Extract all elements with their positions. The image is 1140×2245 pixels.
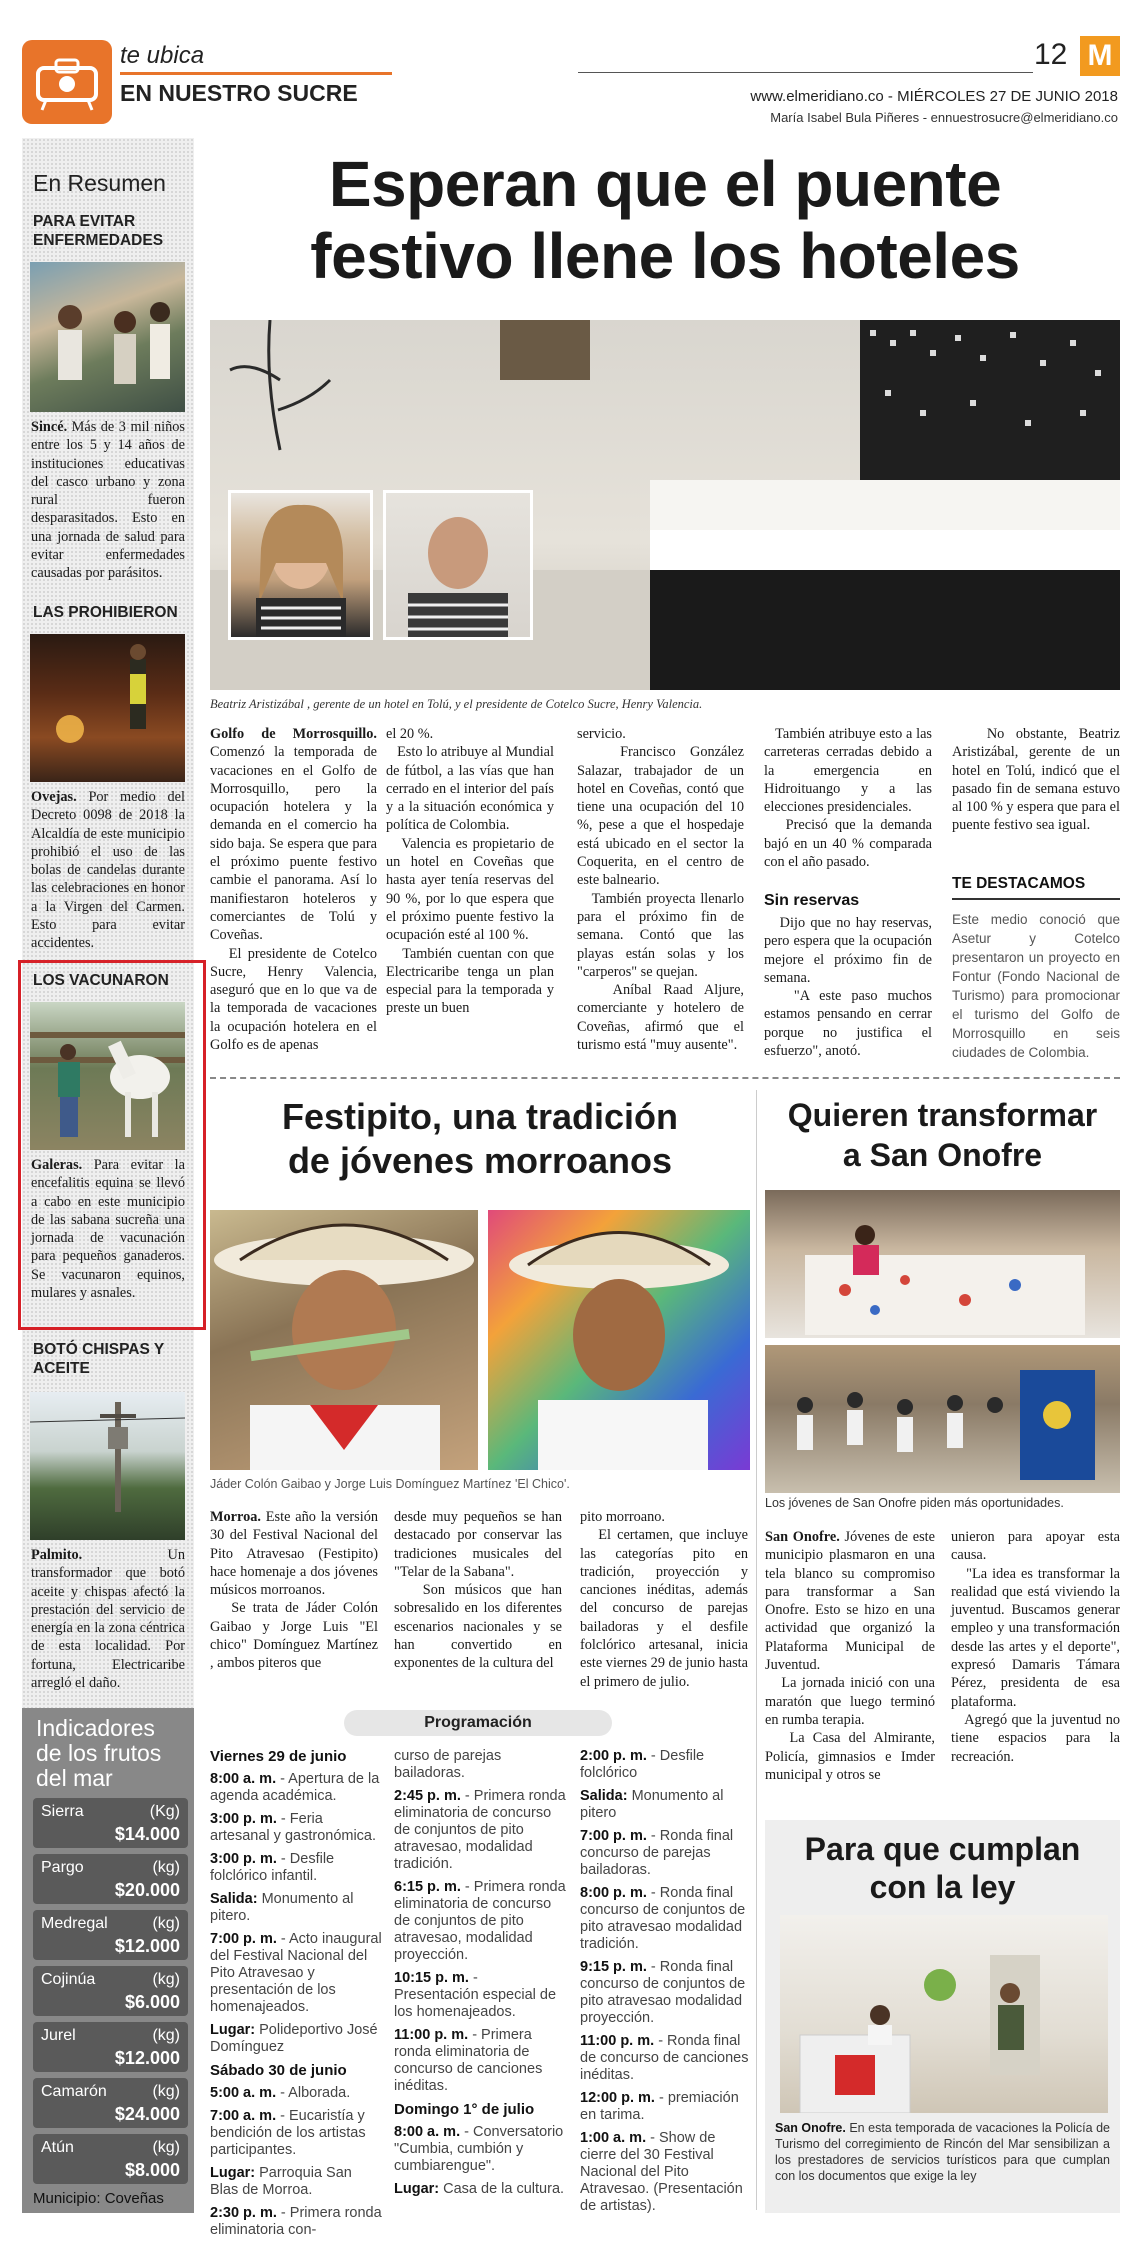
program-desc: - Apertura de la agenda académica.: [210, 1771, 380, 1804]
program-entry: [210, 1851, 382, 1885]
festipito-headline: [210, 1095, 750, 1183]
indicators-title: Indicadores de los frutos del mar: [36, 1715, 162, 1791]
program-entry: [580, 1788, 752, 1822]
musician-right-photo-icon: [488, 1210, 750, 1470]
san-onofre-photo-top: [765, 1190, 1120, 1338]
brand-logo: M: [1080, 36, 1120, 76]
san-onofre-headline-line-1: Quieren transformar: [787, 1097, 1098, 1133]
sidebar-heading-3: LOS VACUNARON: [33, 972, 169, 989]
price-value: $12.000: [114, 1936, 180, 1956]
program-entry: [580, 2090, 752, 2124]
program-desc: - Ronda final concurso de conjuntos de pito atravesao modalidad proyección.: [580, 1959, 746, 2026]
program-desc: - Conversatorio "Cumbia, cumbión y cumbiarengue".: [394, 2124, 564, 2174]
portrait-beatriz: [228, 490, 373, 640]
sidebar-title: En Resumen: [33, 170, 166, 196]
program-desc: - Desfile folclórico infantil.: [210, 1851, 335, 1884]
price-name: Medregal: [41, 1915, 108, 1932]
program-time: 7:00 a. m.: [210, 2108, 281, 2124]
main-col-4b: Dijo que no hay reservas, pero espera que la ocupación mejore el próximo fin de semana. "A este paso muchos estamos pensando en cerrar porque no justifica el esfuerzo", anotó.: [764, 915, 932, 1060]
sidebar-heading-1: PARA EVITAR ENFERMEDADES: [33, 213, 164, 249]
column-divider: [756, 1090, 757, 2210]
program-entry: [394, 1970, 566, 2021]
program-entry: [210, 1891, 382, 1925]
program-day: Domingo 1° de julio: [394, 2101, 535, 2118]
program-desc: - Desfile folclórico: [580, 1748, 705, 1781]
sidebar-heading-4: BOTÓ CHISPAS Y ACEITE: [33, 1341, 164, 1377]
price-unit: (Kg): [149, 1803, 180, 1820]
price-name: Sierra: [41, 1803, 84, 1820]
program-time: 8:00 p. m.: [580, 1885, 651, 1901]
program-entry: [580, 1885, 752, 1953]
main-col-5: No obstante, Beatriz Aristizábal, gerente de un hotel en Tolú, indicó que el pasado fin de semana estuvo al 100 % y espera que para el puente festivo sea igual.: [952, 726, 1120, 834]
price-name: Jurel: [41, 2027, 76, 2044]
program-time: 12:00 p. m.: [580, 2090, 659, 2106]
festipito-photo-left: [210, 1210, 478, 1470]
program-entry: [394, 1788, 566, 1873]
sidebar-body-3: Para evitar la encefalitis equina se llevó a cabo en este municipio de las sabana sucreña una jornada de vacunación para pequeños ganaderos. Se vacunaron equinos, mulares y asnales.: [31, 1157, 185, 1302]
program-desc: Polideportivo José Domínguez: [210, 2022, 378, 2055]
program-desc: - Show de cierre del 30 Festival Nacional del Pito Atravesao. (Presentación de artistas).: [580, 2130, 743, 2214]
program-time: 8:00 a. m.: [210, 1771, 281, 1787]
main-headline-line-2: festivo llene los hoteles: [310, 220, 1020, 292]
youth-mural-photo-icon: [765, 1190, 1120, 1338]
price-name: Cojinúa: [41, 1971, 96, 1988]
price-unit: (kg): [152, 1971, 180, 1988]
municipality-label: Municipio: Coveñas: [33, 2190, 164, 2207]
price-card-pargo: [33, 1854, 188, 1904]
program-desc: curso de parejas bailadoras.: [394, 1748, 502, 1781]
price-unit: (kg): [152, 1859, 180, 1876]
fireball-photo-icon: [30, 634, 185, 782]
sidebar-text-2: [31, 788, 185, 953]
ley-body: En esta temporada de vacaciones la Policía de Turismo del corregimiento de Rincón del Mar sensibilizan a los prestadores de servicios turísticos para que cumplan con los documentos que exige la ley: [775, 2121, 1110, 2183]
festipito-headline-line-1: Festipito, una tradición: [281, 1096, 679, 1137]
san-onofre-caption: Los jóvenes de San Onofre piden más oportunidades.: [765, 1496, 1064, 1510]
price-card-jurel: [33, 2022, 188, 2072]
program-col-2: [394, 1748, 566, 2204]
price-name: Camarón: [41, 2083, 107, 2100]
program-desc: - Ronda final concurso de parejas bailadoras.: [580, 1828, 734, 1878]
sidebar-text-4: [31, 1546, 185, 1692]
ley-headline-line-1: Para que cumplan: [804, 1831, 1081, 1867]
program-time: 11:00 p. m.: [580, 2033, 659, 2049]
festipito-col-2: desde muy pequeños se han destacado por conservar las tradiciones musicales del "Telar de la Sabana". Son músicos que han sobresalido en los diferentes escenarios nacionales y se han convertido en exponentes de la cultura del: [394, 1509, 562, 1672]
program-entry: [210, 2205, 382, 2239]
price-card-atun: [33, 2134, 188, 2184]
program-time: 1:00 a. m.: [580, 2130, 651, 2146]
main-col-4a: También atribuye esto a las carreteras cerradas debido a la emergencia en Hidroituango y a las elecciones presidenciales. Precisó que la demanda bajó en un 40 % comparada con el año pasado.: [764, 726, 932, 871]
program-desc: - Primera ronda eliminatoria con-: [210, 2205, 382, 2238]
program-desc: - Alborada.: [280, 2085, 351, 2101]
festipito-col-3: pito morroano. El certamen, que incluye las categorías pito en tradición, proyección y canciones inéditas, además del concurso de parejas bailadoras y el desfile folclórico artesanal, inicia este viernes 29 de junio hasta el primero de julio.: [580, 1509, 748, 1690]
main-subhead: Sin reservas: [764, 892, 860, 909]
ley-lead: San Onofre.: [775, 2121, 846, 2135]
main-col-3: servicio. Francisco González Salazar, trabajador de un hotel en Coveñas, contó que tiene una ocupación del 10 %, pese a que el hospedaje está ubicado en el sector la Coquerita, en el centro de este balneario. También proyecta llenarlo para el próximo fin de semana. Contó que las playas están solas y los "carperos" se quejan. Aníbal Raad Aljure, comerciante y hotelero de Coveñas, afirmó que el turismo está "muy ausente".: [577, 726, 744, 1054]
program-desc: - Presentación especial de los homenajeados.: [394, 1970, 557, 2020]
program-time: 7:00 p. m.: [210, 1931, 281, 1947]
program-time: 3:00 p. m.: [210, 1811, 281, 1827]
ley-photo-reception: [780, 1915, 1108, 2113]
section-rule: [120, 72, 392, 75]
program-time: Salida:: [210, 1891, 262, 1907]
price-name: Atún: [41, 2139, 74, 2156]
program-entry: [580, 1828, 752, 1879]
man-portrait-icon: [386, 493, 530, 637]
site-date-line: www.elmeridiano.co - MIÉRCOLES 27 DE JUNIO 2018: [750, 88, 1118, 105]
sidebar-lead-1: Sincé.: [31, 419, 68, 435]
price-value: $6.000: [124, 1992, 180, 2012]
price-unit: (kg): [152, 2027, 180, 2044]
ley-text: [775, 2120, 1110, 2184]
main-col-2: el 20 %. Esto lo atribuye al Mundial de fútbol, a las vías que han cerrado en el interior del país y a la situación económica y política de Colombia. Valencia es propietario de un hotel en Coveñas que hasta ayer tenía reservas del 90 %, por lo que espera que el próximo puente festivo la ocupación esté al 100 %. También cuentan con que Electricaribe tenga un plan especial para la temporada y preste un buen: [386, 726, 554, 1017]
price-card-cojinua: [33, 1966, 188, 2016]
program-desc: - Ronda final de concurso de canciones inéditas.: [580, 2033, 749, 2083]
sidebar-photo-children: [30, 262, 185, 412]
program-desc: - Feria artesanal y gastronómica.: [210, 1811, 377, 1844]
price-unit: (kg): [152, 2083, 180, 2100]
program-time: 5:00 a. m.: [210, 2085, 281, 2101]
highlight-title: TE DESTACAMOS: [952, 875, 1086, 892]
program-entry: [210, 2165, 382, 2199]
festipito-headline-line-2: de jóvenes morroanos: [287, 1140, 673, 1181]
header-top-rule: [578, 72, 1033, 73]
program-entry: [580, 1959, 752, 2027]
price-value: $8.000: [124, 2160, 180, 2180]
program-desc: - premiación en tarima.: [580, 2090, 739, 2123]
program-entry: [210, 2022, 382, 2056]
san-onofre-photo-bottom: [765, 1345, 1120, 1493]
main-col-1: Golfo de Morrosquillo. Comenzó la temporada de vacaciones en el Golfo de Morrosquillo, pero la ocupación hotelera y la demanda en el comercio ha sido baja. Se espera que para el próximo puente festivo cambie el panorama. Así lo manifiestaron hoteleros y comerciantes de Tolú y Coveñas. El presidente de Cotelco Sucre, Henry Valencia, aseguró que en lo que va de la temporada de vacaciones la ocupación hotelera en el Golfo es de apenas: [210, 726, 377, 1054]
program-entry: [394, 2181, 566, 2198]
program-desc: Parroquia San Blas de Morroa.: [210, 2165, 352, 2198]
program-title-bar: Programación: [344, 1710, 612, 1736]
sidebar-heading-2: LAS PROHIBIERON: [33, 604, 178, 621]
program-entry: [580, 2130, 752, 2215]
festipito-caption: Jáder Colón Gaibao y Jorge Luis Domínguez Martínez 'El Chico'.: [210, 1477, 570, 1491]
program-time: Lugar:: [210, 2165, 260, 2181]
program-time: 7:00 p. m.: [580, 1828, 651, 1844]
program-desc: - Primera ronda eliminatoria de concurso de conjuntos de pito atravesao, modalidad proyección.: [394, 1879, 566, 1963]
program-time: 10:15 p. m.: [394, 1970, 473, 1986]
program-entry: [580, 1748, 752, 1782]
price-unit: (kg): [152, 1915, 180, 1932]
price-value: $14.000: [114, 1824, 180, 1844]
sidebar-body-2: Por medio del Decreto 0098 de 2018 la Alcaldía de este municipio prohibió el uso de las bolas de candelas durante las celebraciones en honor a la Virgen del Carmen. Esto para evitar accidentes.: [31, 789, 186, 952]
program-col-3: [580, 1748, 752, 2221]
program-day: Sábado 30 de junio: [210, 2062, 347, 2079]
price-card-sierra: [33, 1798, 188, 1848]
price-name: Pargo: [41, 1859, 84, 1876]
program-entry: [394, 1879, 566, 1964]
youth-dance-photo-icon: [765, 1345, 1120, 1493]
program-entry: [210, 1811, 382, 1845]
price-card-camaron: [33, 2078, 188, 2128]
san-onofre-col-2: unieron para apoyar esta causa. "La idea es transformar la realidad que está viviendo la juventud. Buscamos generar empleo y una transformación desde las artes y el deporte", expresó Damaris Támara Pérez, presidenta de esa plataforma. Agregó que la juventud no tiene espacios para la recreación.: [951, 1529, 1120, 1765]
program-desc: Casa de la cultura.: [443, 2181, 565, 2197]
program-time: 3:00 p. m.: [210, 1851, 281, 1867]
ley-headline-line-2: con la ley: [869, 1869, 1016, 1905]
festipito-photo-right: [488, 1210, 750, 1470]
highlight-text: Este medio conoció que Asetur y Cotelco presentaron un proyecto en Fontur (Fondo Nacional de Turismo) para promocionar el turismo del Golfo de Morrosquillo en seis ciudades de Colombia.: [952, 912, 1120, 1060]
sidebar-photo-horse: [30, 1002, 185, 1150]
program-entry: [210, 1931, 382, 2016]
san-onofre-col-1: San Onofre. Jóvenes de este municipio plasmaron en una tela blanco su compromiso para transformar a San Onofre. Esto se hizo en una actividad que organizó la Plataforma Municipal de Juventud. La jornada inició con una maratón que luego terminó en rumba terapia. La Casa del Almirante, Policía, gimnasios e Imder municipal y otros se: [765, 1529, 935, 1783]
program-desc: - Eucaristía y bendición de los artistas participantes.: [210, 2108, 366, 2158]
program-desc: - Ronda final concurso de conjuntos de pito atravesao modalidad tradición.: [580, 1885, 746, 1952]
sidebar-text-1: [31, 418, 185, 583]
sidebar-lead-3: Galeras.: [31, 1157, 83, 1173]
program-time: 2:00 p. m.: [580, 1748, 651, 1764]
san-onofre-headline-line-2: a San Onofre: [842, 1137, 1043, 1173]
sidebar-lead-4: Palmito.: [31, 1547, 83, 1563]
main-photo-caption: Beatriz Aristizábal , gerente de un hotel en Tolú, y el presidente de Cotelco Sucre, Henry Valencia.: [210, 697, 703, 711]
sidebar-photo-transformer: [30, 1392, 185, 1540]
price-value: $24.000: [114, 2104, 180, 2124]
sidebar-lead-2: Ovejas.: [31, 789, 77, 805]
program-time: 2:30 p. m.: [210, 2205, 281, 2221]
location-icon: [22, 40, 112, 124]
section-divider: [210, 1077, 1120, 1079]
sidebar-photo-candles: [30, 634, 185, 782]
program-time: 6:15 p. m.: [394, 1879, 465, 1895]
program-entry: [210, 2085, 382, 2102]
san-onofre-headline: [765, 1095, 1120, 1175]
price-value: $12.000: [114, 2048, 180, 2068]
section-logo: [22, 40, 112, 124]
musician-left-photo-icon: [210, 1210, 478, 1470]
program-time: 9:15 p. m.: [580, 1959, 651, 1975]
program-time: Lugar:: [210, 2022, 260, 2038]
transformer-photo-icon: [30, 1392, 185, 1540]
program-entry: [394, 2124, 566, 2175]
festipito-col-1: Morroa. Este año la versión 30 del Festival Nacional del Pito Atravesao (Festipito) hace homenaje a dos jóvenes músicos morroanos. Se trata de Jáder Colón Gaibao y Jorge Luis "El chico" Domínguez Martínez , ambos piteros que: [210, 1509, 378, 1672]
horse-photo-icon: [30, 1002, 185, 1150]
program-entry: [394, 1748, 566, 1782]
section-big-title: EN NUESTRO SUCRE: [120, 80, 358, 106]
program-desc: Monumento al pitero: [580, 1788, 724, 1821]
main-headline-line-1: Esperan que el puente: [328, 148, 1002, 220]
woman-portrait-icon: [231, 493, 370, 637]
price-value: $20.000: [114, 1880, 180, 1900]
program-entry: [210, 2108, 382, 2159]
price-unit: (kg): [152, 2139, 180, 2156]
program-entry: [394, 2027, 566, 2095]
page-number: 12: [1034, 38, 1068, 71]
police-reception-photo-icon: [780, 1915, 1108, 2113]
price-card-medregal: [33, 1910, 188, 1960]
highlight-rule: [952, 898, 1120, 900]
sidebar-body-4: Un transformador que botó aceite y chispas afectó la prestación del servicio de energía en la zona céntrica de esta localidad. Por fortuna, Electricaribe arregló el daño.: [31, 1547, 185, 1692]
program-entry: [580, 2033, 752, 2084]
children-photo-icon: [30, 262, 185, 412]
sidebar-text-3: [31, 1156, 185, 1302]
program-desc: Monumento al pitero.: [210, 1891, 354, 1924]
program-entry: [210, 1771, 382, 1805]
sidebar-body-1: Más de 3 mil niños entre los 5 y 14 años de instituciones educativas del casco urbano y zona rural fueron desparasitados. Esto en una jornada de salud para evitar enfermedades causadas por parásitos.: [31, 419, 186, 582]
portrait-henry: [383, 490, 533, 640]
program-time: 2:45 p. m.: [394, 1788, 465, 1804]
program-desc: - Acto inaugural del Festival Nacional del Pito Atravesao y presentación de los homenajeados.: [210, 1931, 382, 2015]
program-time: Lugar:: [394, 2181, 444, 2197]
program-time: Salida:: [580, 1788, 632, 1804]
program-time: 11:00 p. m.: [394, 2027, 473, 2043]
section-small-title: te ubica: [120, 42, 205, 69]
editor-line: María Isabel Bula Piñeres - ennuestrosucre@elmeridiano.co: [770, 110, 1118, 125]
program-desc: - Primera ronda eliminatoria de concurso de conjuntos de pito atravesao, modalidad tradición.: [394, 1788, 566, 1872]
ley-headline: [765, 1830, 1120, 1906]
main-headline: [210, 148, 1120, 292]
program-day: Viernes 29 de junio: [210, 1748, 347, 1765]
program-col-1: [210, 1748, 382, 2245]
program-time: 8:00 a. m.: [394, 2124, 465, 2140]
program-desc: - Primera ronda eliminatoria de concurso de canciones inéditas.: [394, 2027, 543, 2094]
